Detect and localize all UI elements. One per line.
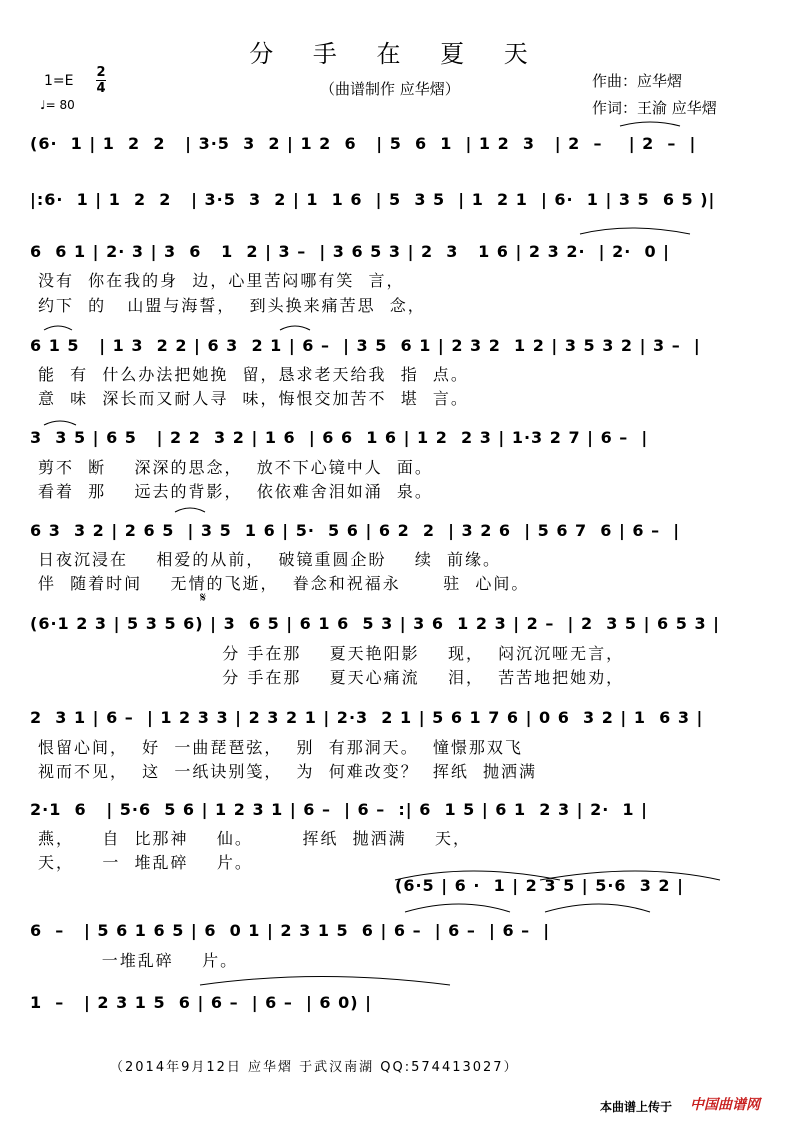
slur bbox=[540, 871, 720, 880]
score-system-6-lyric-1: 日夜沉浸在 相爱的从前， 破镜重圆企盼 续 前缘。 bbox=[38, 550, 502, 569]
subtitle: （曲谱制作 应华熠） bbox=[320, 80, 460, 98]
slur bbox=[580, 228, 690, 234]
score-system-1-notes: (6· 1 | 1 2 2 | 3·5 3 2 | 1 2 6 | 5 6 1 | 1 2 3 | 2 – | 2 – | bbox=[30, 134, 697, 153]
site-logo[interactable]: 中国曲谱网 bbox=[690, 1097, 760, 1113]
score-system-12-notes: 1 – | 2 3 1 5 6 | 6 – | 6 – | 6 0) | bbox=[30, 993, 372, 1012]
score-system-6-notes: 6 3 3 2 | 2 6 5 | 3 5 1 6 | 5· 5 6 | 6 2 2 | 3 2 6 | 5 6 7 6 | 6 – | bbox=[30, 521, 681, 540]
score-system-9-lyric-1: 燕， 自 比那神 仙。 挥纸 抛洒满 天， bbox=[38, 829, 471, 848]
key-signature: 1=E bbox=[44, 73, 74, 89]
score-system-3-notes: 6 6 1 | 2· 3 | 3 6 1 2 | 3 – | 3 6 5 3 | 2 3 1 6 | 2 3 2· | 2· 0 | bbox=[30, 242, 670, 261]
slur bbox=[200, 977, 450, 986]
time-signature-bottom: 4 bbox=[96, 81, 106, 96]
song-title: 分 手 在 夏 天 bbox=[249, 40, 544, 68]
lyricist-credit: 作词：王渝 应华熠 bbox=[592, 99, 717, 117]
score-system-3-lyric-2: 约下 的 山盟与海誓， 到头换来痛苦思 念， bbox=[38, 296, 426, 315]
score-system-7-lyric-2: 分 手在那 夏天心痛流 泪， 苦苦地把她劝， bbox=[38, 668, 625, 687]
score-system-5-notes: 3 3 5 | 6 5 | 2 2 3 2 | 1 6 | 6 6 1 6 | 1 2 2 3 | 1·3 2 7 | 6 – | bbox=[30, 428, 649, 447]
upload-text: 本曲谱上传于 bbox=[600, 1100, 673, 1114]
score-system-7-lyric-1: 分 手在那 夏天艳阳影 现， 闷沉沉哑无言， bbox=[38, 644, 625, 663]
score-system-4-notes: 6 1 5 | 1 3 2 2 | 6 3 2 1 | 6 – | 3 5 6 1 | 2 3 2 1 2 | 3 5 3 2 | 3 – | bbox=[30, 336, 701, 355]
slur bbox=[44, 421, 76, 425]
slur bbox=[395, 871, 560, 880]
score-system-9-notes: 2·1 6 | 5·6 5 6 | 1 2 3 1 | 6 – | 6 – :| 6 1 5 | 6 1 2 3 | 2· 1 | bbox=[30, 800, 648, 819]
score-system-10-notes: (6·5 | 6 · 1 | 2 3 5 | 5·6 3 2 | bbox=[395, 876, 684, 895]
composer-credit: 作曲：应华熠 bbox=[592, 72, 683, 90]
score-system-3-lyric-1: 没有 你在我的身 边，心里苦闷哪有笑 言， bbox=[38, 271, 405, 290]
score-system-5-lyric-1: 剪不 断 深深的思念， 放不下心镜中人 面。 bbox=[38, 458, 433, 477]
score-system-8-notes: 2 3 1 | 6 – | 1 2 3 3 | 2 3 2 1 | 2·3 2 1 | 5 6 1 7 6 | 0 6 3 2 | 1 6 3 | bbox=[30, 708, 704, 727]
segno-sign: 𝄋 bbox=[200, 590, 207, 606]
score-system-11-notes: 6 – | 5 6 1 6 5 | 6 0 1 | 2 3 1 5 6 | 6 – | 6 – | 6 – | bbox=[30, 921, 551, 940]
score-system-9-lyric-2: 天， 一 堆乱碎 片。 bbox=[38, 853, 253, 872]
slur bbox=[620, 122, 680, 126]
score-system-4-lyric-2: 意 味 深长而又耐人寻 味，悔恨交加苦不 堪 言。 bbox=[38, 389, 469, 408]
slur bbox=[175, 508, 205, 512]
score-system-11-lyric-1: 一堆乱碎 片。 bbox=[38, 951, 239, 970]
score-system-2-notes: |:6· 1 | 1 2 2 | 3·5 3 2 | 1 1 6 | 5 3 5 | 1 2 1 | 6· 1 | 3 5 6 5 )| bbox=[30, 190, 716, 209]
time-signature-top: 2 bbox=[96, 65, 106, 80]
slur bbox=[405, 904, 510, 912]
footer-note: （2014年9月12日 应华熠 于武汉南湖 QQ:574413027） bbox=[110, 1060, 519, 1075]
score-system-6-lyric-2: 伴 随着时间 无情的飞逝， 眷念和祝福永 驻 心间。 bbox=[38, 574, 530, 593]
score-system-4-lyric-1: 能 有 什么办法把她挽 留，恳求老天给我 指 点。 bbox=[38, 365, 469, 384]
tempo-marking: ♩= 80 bbox=[40, 98, 75, 112]
score-system-8-lyric-2: 视而不见， 这 一纸诀别笺， 为 何难改变？ 挥纸 抛洒满 bbox=[38, 762, 538, 781]
score-system-8-lyric-1: 恨留心间， 好 一曲琵琶弦， 别 有那洞天。 憧憬那双飞 bbox=[38, 738, 523, 757]
score-system-5-lyric-2: 看着 那 远去的背影， 依依难舍泪如涌 泉。 bbox=[38, 482, 433, 501]
slur bbox=[280, 326, 310, 330]
slur bbox=[545, 904, 650, 912]
score-system-7-notes: (6·1 2 3 | 5 3 5 6) | 3 6 5 | 6 1 6 5 3 | 3 6 1 2 3 | 2 – | 2 3 5 | 6 5 3 | bbox=[30, 614, 720, 633]
slur bbox=[44, 326, 72, 330]
